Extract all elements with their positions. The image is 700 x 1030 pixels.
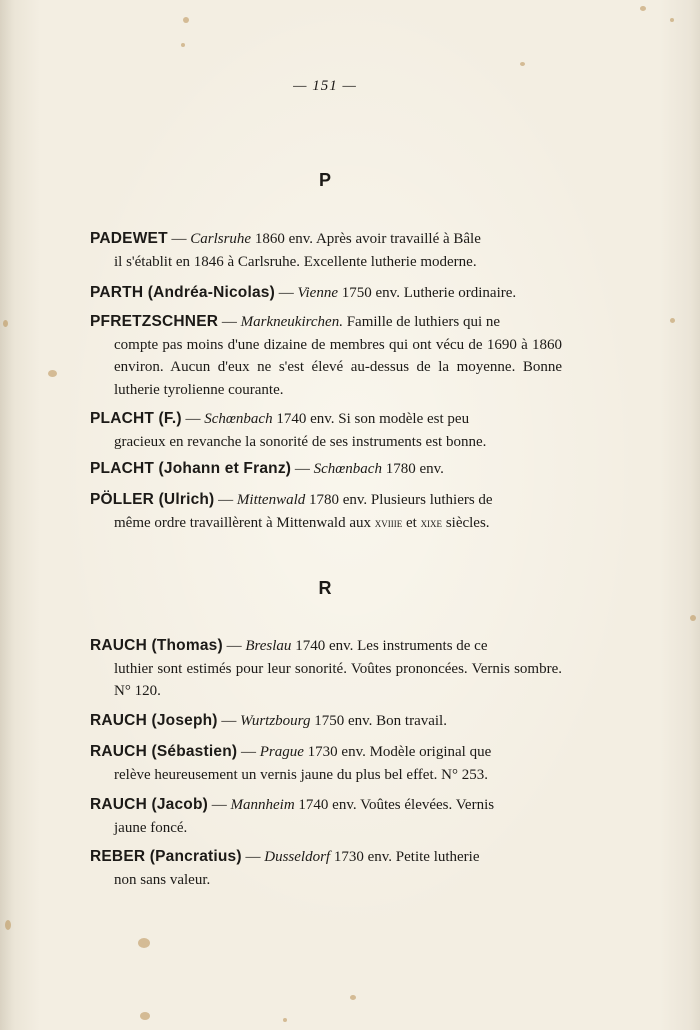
place-name: Dusseldorf bbox=[264, 849, 331, 865]
foxing-spot bbox=[520, 62, 525, 66]
place-name: Breslau bbox=[245, 638, 292, 654]
entry-reber bbox=[90, 846, 562, 891]
entry-first-line bbox=[90, 635, 562, 658]
place-name: Carlsruhe bbox=[190, 231, 252, 247]
entry-dash: — bbox=[214, 492, 237, 508]
place-name: Wurtzbourg bbox=[240, 713, 311, 729]
foxing-spot bbox=[3, 320, 8, 327]
foxing-spot bbox=[670, 18, 674, 22]
place-name: Mannheim bbox=[230, 797, 295, 813]
entry-first-line bbox=[90, 794, 562, 817]
foxing-spot bbox=[350, 995, 356, 1000]
entry-poller bbox=[90, 489, 562, 534]
entry-rauch-sebastien bbox=[90, 741, 562, 786]
entry-first-line bbox=[90, 228, 562, 251]
foxing-spot bbox=[640, 6, 646, 11]
luthier-name: PADEWET bbox=[90, 230, 168, 247]
entry-text: 1740 env. Voûtes élevées. Vernis bbox=[294, 797, 495, 813]
entry-first-line bbox=[90, 408, 562, 431]
entry-continuation: il s'établit en 1846 à Carlsruhe. Excellente lutherie moderne. bbox=[114, 253, 477, 270]
entry-placht-f bbox=[90, 408, 562, 453]
entry-text: 1750 env. Bon travail. bbox=[310, 713, 447, 729]
entry-first-line bbox=[90, 311, 562, 334]
place-name: Prague bbox=[259, 744, 304, 760]
entry-text: 1860 env. Après avoir travaillé à Bâle bbox=[251, 231, 481, 247]
entry-continuation: relève heureusement un vernis jaune du plus bel effet. N° 253. bbox=[114, 766, 488, 783]
entry-dash: — bbox=[181, 411, 205, 427]
entry-dash: — bbox=[274, 285, 298, 301]
place-name: Mittenwald bbox=[236, 492, 306, 508]
foxing-spot bbox=[283, 1018, 287, 1022]
entry-text: siècles. bbox=[442, 514, 490, 531]
entry-text: 1780 env. Plusieurs luthiers de bbox=[305, 492, 493, 508]
entry-continuation bbox=[90, 512, 562, 535]
entry-continuation: jaune foncé. bbox=[114, 819, 188, 836]
entry-dash: — bbox=[291, 461, 314, 477]
entry-first-line bbox=[90, 282, 562, 305]
luthier-name: PÖLLER (Ulrich) bbox=[90, 491, 215, 508]
entry-text: 1730 env. Modèle original que bbox=[303, 744, 492, 760]
foxing-spot bbox=[140, 1012, 150, 1020]
entry-continuation: non sans valeur. bbox=[114, 871, 211, 888]
place-name: Schœnbach bbox=[313, 461, 382, 477]
entry-continuation: compte pas moins d'une dizaine de membres qui ont vécu de 1690 à 1860 environ. Aucun d'eux ne s'est élevé au-dessus de la moyenne. Bonne lutherie tyrolienne courante. bbox=[114, 336, 562, 398]
luthier-name: REBER (Pancratius) bbox=[90, 848, 242, 865]
luthier-name: PLACHT (F.) bbox=[90, 410, 182, 427]
foxing-spot bbox=[690, 615, 696, 621]
entry-padewet bbox=[90, 228, 562, 273]
foxing-spot bbox=[138, 938, 150, 948]
place-name: Schœnbach bbox=[204, 411, 273, 427]
section-heading-p: P bbox=[318, 170, 331, 190]
foxing-spot bbox=[5, 920, 11, 930]
luthier-name: RAUCH (Jacob) bbox=[90, 796, 208, 813]
century-xviii: xviiie bbox=[374, 514, 403, 530]
entry-text: 1780 env. bbox=[381, 461, 444, 477]
century-xix: xixe bbox=[420, 514, 443, 530]
entry-placht-johann-franz bbox=[90, 458, 562, 481]
entry-rauch-jacob bbox=[90, 794, 562, 839]
entry-rauch-thomas bbox=[90, 635, 562, 703]
entry-dash: — bbox=[222, 638, 246, 654]
entry-dash: — bbox=[217, 713, 241, 729]
entry-text: et bbox=[402, 514, 421, 531]
section-heading-r: R bbox=[318, 578, 332, 598]
place-name: Markneukirchen. bbox=[240, 314, 343, 330]
entry-dash: — bbox=[218, 314, 241, 330]
entry-first-line bbox=[90, 710, 562, 733]
entry-dash: — bbox=[237, 744, 260, 760]
entry-first-line bbox=[90, 489, 562, 512]
entry-continuation: luthier sont estimés pour leur sonorité. Voûtes prononcées. Vernis sombre. N° 120. bbox=[114, 660, 562, 699]
entry-text: même ordre travaillèrent à Mittenwald aux bbox=[114, 514, 375, 531]
luthier-name: RAUCH (Thomas) bbox=[90, 637, 223, 654]
foxing-spot bbox=[183, 17, 189, 23]
entry-text: 1730 env. Petite lutherie bbox=[330, 849, 480, 865]
entry-text: Famille de luthiers qui ne bbox=[342, 314, 501, 330]
entry-first-line bbox=[90, 741, 562, 764]
place-name: Vienne bbox=[297, 285, 339, 301]
page-number: — 151 — bbox=[293, 78, 357, 94]
entry-pfretzschner bbox=[90, 311, 562, 401]
luthier-name: PLACHT (Johann et Franz) bbox=[90, 460, 292, 477]
entry-rauch-joseph bbox=[90, 710, 562, 733]
entry-dash: — bbox=[208, 797, 231, 813]
foxing-spot bbox=[670, 318, 675, 323]
luthier-name: RAUCH (Joseph) bbox=[90, 712, 218, 729]
entry-first-line bbox=[90, 458, 562, 481]
foxing-spot bbox=[181, 43, 185, 47]
entry-parth bbox=[90, 282, 562, 305]
entry-text: 1740 env. Les instruments de ce bbox=[291, 638, 488, 654]
entry-text: 1740 env. Si son modèle est peu bbox=[272, 411, 470, 427]
luthier-name: PFRETZSCHNER bbox=[90, 313, 219, 330]
luthier-name: RAUCH (Sébastien) bbox=[90, 743, 238, 760]
foxing-spot bbox=[48, 370, 57, 377]
entry-continuation: gracieux en revanche la sonorité de ses instruments est bonne. bbox=[114, 433, 487, 450]
entry-first-line bbox=[90, 846, 562, 869]
entry-dash: — bbox=[241, 849, 265, 865]
entry-text: 1750 env. Lutherie ordinaire. bbox=[338, 285, 517, 301]
luthier-name: PARTH (Andréa-Nicolas) bbox=[90, 284, 275, 301]
entry-dash: — bbox=[167, 231, 191, 247]
